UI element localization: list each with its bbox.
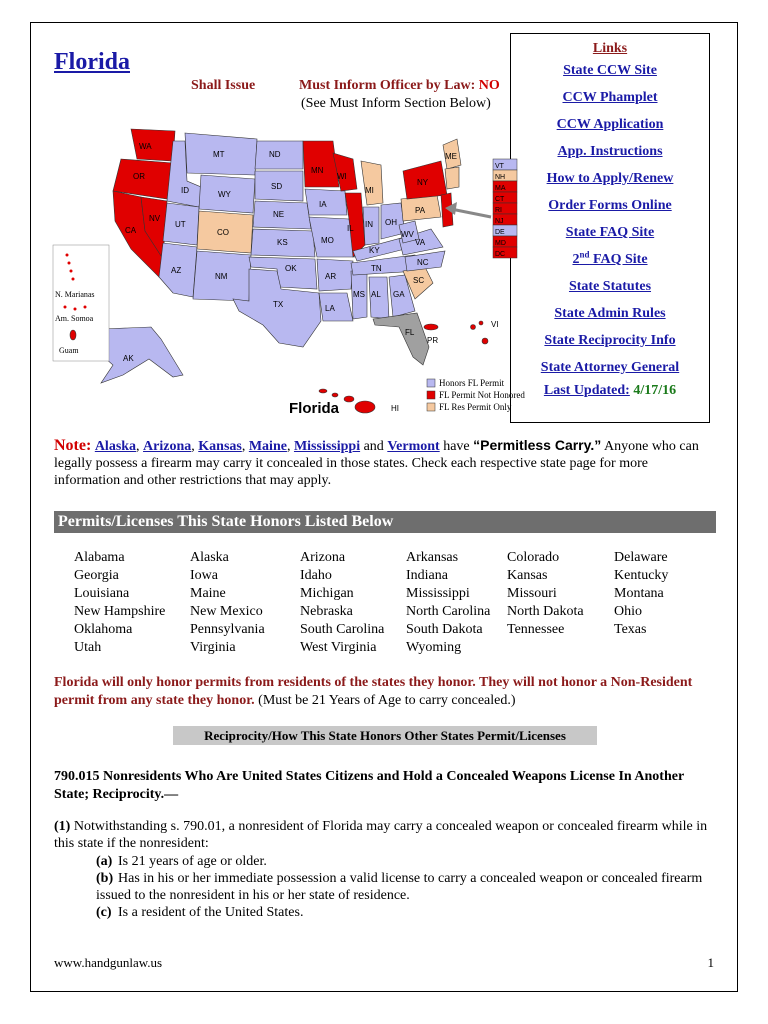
statute-item-num: (a): [96, 854, 113, 869]
link-state-ccw-site[interactable]: State CCW Site: [563, 63, 657, 78]
statute-item-text: Is a resident of the United States.: [118, 905, 304, 920]
map-label-ca: CA: [125, 226, 137, 235]
map-label-nc: NC: [417, 258, 429, 267]
map-state-title: Florida: [289, 400, 340, 417]
last-updated-date: 4/17/16: [633, 383, 677, 398]
map-ne-ct: CT: [495, 196, 505, 203]
note-link-mississippi[interactable]: Mississippi: [293, 439, 361, 454]
map-label-mn: MN: [311, 166, 324, 175]
map-ne-md: MD: [495, 240, 506, 247]
honored-state: Virginia: [190, 640, 236, 655]
note-and: and: [360, 439, 388, 454]
map-label-guam: Guam: [59, 346, 79, 355]
map-ne-de: DE: [495, 229, 505, 236]
map-label-sc: SC: [413, 276, 425, 285]
honored-state: Ohio: [614, 604, 642, 619]
map-state-wa: [131, 129, 175, 161]
map-label-nm: NM: [215, 272, 228, 281]
footer-site: www.handgunlaw.us: [54, 955, 163, 970]
links-box: [510, 33, 710, 423]
map-label-pr: PR: [427, 336, 439, 345]
note-sep: ,: [191, 439, 199, 454]
statute-items: [96, 853, 719, 921]
map-ne-ri: RI: [495, 207, 502, 214]
map-state-vi: [471, 321, 489, 344]
map-state-mn: [303, 141, 339, 187]
honored-state: Louisiana: [74, 586, 130, 601]
map-legend: [427, 379, 435, 411]
map-legend-honors: Honors FL Permit: [439, 378, 505, 388]
last-updated: [511, 383, 709, 399]
note-link-alaska[interactable]: Alaska: [94, 439, 137, 454]
note-link-maine[interactable]: Maine: [248, 439, 287, 454]
map-label-or: OR: [133, 172, 145, 181]
map-label-tn: TN: [371, 264, 382, 273]
map-label-ok: OK: [285, 264, 297, 273]
faq2-number: 2: [572, 252, 580, 267]
map-label-va: VA: [415, 238, 426, 247]
note-label: Note:: [54, 437, 92, 454]
map-state-ak: [97, 327, 183, 383]
page-number: 1: [707, 955, 714, 970]
map-legend-not-honored: FL Permit Not Honored: [439, 390, 525, 400]
map-label-wa: WA: [139, 142, 152, 151]
must-inform-label: Must Inform Officer by Law:: [299, 78, 476, 93]
statute-paragraph-1: [54, 818, 719, 852]
statute-item-num: (b): [96, 871, 114, 886]
map-ne-nh: NH: [495, 174, 506, 181]
map-label-ks: KS: [277, 238, 288, 247]
map-label-la: LA: [325, 304, 335, 313]
map-label-hi: HI: [391, 404, 399, 413]
map-state-mi: [361, 161, 383, 205]
map-label-ut: UT: [175, 220, 186, 229]
note-permitless: “Permitless Carry.”: [473, 437, 602, 453]
issue-type: Shall Issue: [191, 78, 256, 93]
map-label-co: CO: [217, 228, 229, 237]
honored-state: North Dakota: [507, 604, 584, 619]
honored-states-row: [74, 585, 684, 603]
honored-state: Georgia: [74, 568, 119, 583]
honored-state: Arkansas: [406, 550, 459, 565]
map-label-tx: TX: [273, 300, 284, 309]
map-label-ia: IA: [319, 200, 327, 209]
link-state-admin-rules[interactable]: State Admin Rules: [554, 306, 666, 321]
link-ccw-phamplet[interactable]: CCW Phamplet: [562, 90, 658, 105]
footer: [54, 955, 714, 971]
honored-state: Michigan: [300, 586, 354, 601]
honored-state: North Carolina: [406, 604, 491, 619]
honor-note-normal: (Must be 21 Years of Age to carry concealed.): [254, 693, 516, 708]
statute-heading: 790.015 Nonresidents Who Are United States Citizens and Hold a Concealed Weapons License In Another State; Reciprocity.—: [54, 769, 684, 802]
honored-state: South Carolina: [300, 622, 385, 637]
links-heading: Links: [592, 41, 628, 56]
note-sep: ,: [136, 439, 144, 454]
map-label-ny: NY: [417, 178, 429, 187]
map-label-wv: WV: [401, 230, 414, 239]
map-label-az: AZ: [171, 266, 182, 275]
note-link-kansas[interactable]: Kansas: [198, 439, 242, 454]
map-label-fl: FL: [405, 328, 415, 337]
map-state-vt-nh: [445, 167, 459, 189]
statute-p1-num: (1): [54, 819, 71, 834]
honored-state: Kentucky: [614, 568, 669, 583]
honored-states-row: [74, 603, 684, 621]
statute-p1-text: Notwithstanding s. 790.01, a nonresident of Florida may carry a concealed weapon or concealed firearm while in this state if the nonresident:: [54, 819, 708, 851]
honored-state: Kansas: [507, 568, 548, 583]
map-territory-box: [53, 245, 109, 361]
map-territory-guam: [70, 330, 76, 340]
map-legend-res-only: FL Res Permit Only: [439, 402, 512, 412]
note-link-vermont[interactable]: Vermont: [387, 439, 440, 454]
honored-state: West Virginia: [300, 640, 377, 655]
note-rest: Anyone who can legally possess a firearm may carry it concealed in those states. Check each respective state page for more information and other restrictions that may apply.: [54, 439, 699, 488]
map-ne-ma: MA: [495, 185, 506, 192]
must-inform-value: NO: [478, 78, 500, 93]
map-ne-dc: DC: [495, 251, 506, 258]
honored-state: Idaho: [300, 568, 332, 583]
honored-state: Indiana: [406, 568, 448, 583]
honored-state: Missouri: [507, 586, 557, 601]
honored-state: Arizona: [300, 550, 346, 565]
link-state-reciprocity[interactable]: State Reciprocity Info: [544, 333, 676, 348]
honored-state: Colorado: [507, 550, 560, 565]
link-order-forms[interactable]: Order Forms Online: [548, 198, 672, 213]
note-have: have: [439, 439, 474, 454]
link-2nd-faq[interactable]: [511, 246, 709, 273]
last-updated-label: Last Updated:: [543, 383, 630, 398]
map-label-pa: PA: [415, 206, 426, 215]
faq2-sup: nd: [579, 249, 590, 260]
map-label-ak: AK: [123, 354, 134, 363]
honors-header: Permits/Licenses This State Honors Listed Below: [54, 511, 716, 533]
statute-item: [96, 870, 719, 904]
statute-item-text: Is 21 years of age or older.: [118, 854, 267, 869]
honored-state: Oklahoma: [74, 622, 133, 637]
map-label-ar: AR: [325, 272, 337, 281]
honored-state: Mississippi: [406, 586, 470, 601]
map-label-ne: NE: [273, 210, 285, 219]
link-state-attorney-general[interactable]: State Attorney General: [540, 360, 680, 375]
honored-state: New Mexico: [190, 604, 263, 619]
map-label-nd: ND: [269, 150, 281, 159]
map-label-id: ID: [181, 186, 189, 195]
map-label-il: IL: [347, 224, 354, 233]
link-ccw-application[interactable]: CCW Application: [556, 117, 664, 132]
honored-state: Utah: [74, 640, 102, 655]
honor-note: [54, 674, 719, 710]
statute-item: [96, 904, 719, 921]
honored-state: Montana: [614, 586, 664, 601]
honored-state: New Hampshire: [74, 604, 166, 619]
note-link-arizona[interactable]: Arizona: [143, 439, 192, 454]
map-label-marianas: N. Marianas: [55, 290, 95, 299]
honored-state: Delaware: [614, 550, 668, 565]
link-app-instructions[interactable]: App. Instructions: [557, 144, 663, 159]
map-label-vi: VI: [491, 320, 499, 329]
map-label-in: IN: [365, 220, 373, 229]
map-ne-vt: VT: [495, 163, 504, 170]
reciprocity-map: [53, 121, 525, 421]
map-label-mi: MI: [365, 186, 374, 195]
map-state-fl: [373, 313, 429, 365]
must-inform-note: (See Must Inform Section Below): [301, 96, 491, 111]
honored-states-grid: [74, 549, 684, 657]
map-label-nv: NV: [149, 214, 161, 223]
map-label-ga: GA: [393, 290, 405, 299]
reciprocity-header: Reciprocity/How This State Honors Other States Permit/Licenses: [173, 726, 597, 745]
map-label-wi: WI: [337, 172, 347, 181]
map-label-ky: KY: [369, 246, 380, 255]
statute-item-text: Has in his or her immediate possession a valid license to carry a concealed weapon or concealed firearm issued to the nonresident in his or her state of residence.: [96, 871, 703, 903]
honored-state: Iowa: [190, 568, 218, 583]
honored-state: Texas: [614, 622, 647, 637]
honored-states-row: [74, 549, 684, 567]
must-inform: [299, 78, 500, 94]
link-state-faq[interactable]: State FAQ Site: [565, 225, 655, 240]
honored-state: Wyoming: [406, 640, 462, 655]
map-label-wy: WY: [218, 190, 231, 199]
note-sep: ,: [241, 439, 249, 454]
honored-state: Alaska: [190, 550, 229, 565]
page: [30, 22, 738, 992]
link-how-to-apply[interactable]: How to Apply/Renew: [546, 171, 674, 186]
honored-state: Nebraska: [300, 604, 353, 619]
map-label-sd: SD: [271, 182, 283, 191]
map-label-me: ME: [445, 152, 457, 161]
map-label-al: AL: [371, 290, 381, 299]
honor-note-bold: Florida will only honor permits from residents of the states they honor. They will not honor a Non-Resident permit from any state they honor.: [54, 675, 693, 708]
honored-state: Tennessee: [507, 622, 565, 637]
statute-item-num: (c): [96, 905, 112, 920]
honored-state: South Dakota: [406, 622, 483, 637]
honored-state: Alabama: [74, 550, 125, 565]
note-sep: ,: [286, 439, 294, 454]
faq2-rest: FAQ Site: [589, 252, 648, 267]
map-label-oh: OH: [385, 218, 397, 227]
link-state-statutes[interactable]: State Statutes: [568, 279, 652, 294]
statute-item: [96, 853, 719, 870]
map-label-mo: MO: [321, 236, 334, 245]
note-paragraph: [54, 437, 714, 489]
map-label-samoa: Am. Somoa: [55, 314, 94, 323]
honored-state: Pennsylvania: [190, 622, 265, 637]
map-state-pr: [424, 324, 438, 330]
honored-states-row: [74, 621, 684, 639]
map-label-mt: MT: [213, 150, 225, 159]
honored-states-row: [74, 639, 684, 657]
page-title[interactable]: Florida: [54, 49, 130, 75]
honored-states-row: [74, 567, 684, 585]
map-label-ms: MS: [353, 290, 365, 299]
honored-state: Maine: [190, 586, 226, 601]
map-ne-nj: NJ: [495, 218, 504, 225]
